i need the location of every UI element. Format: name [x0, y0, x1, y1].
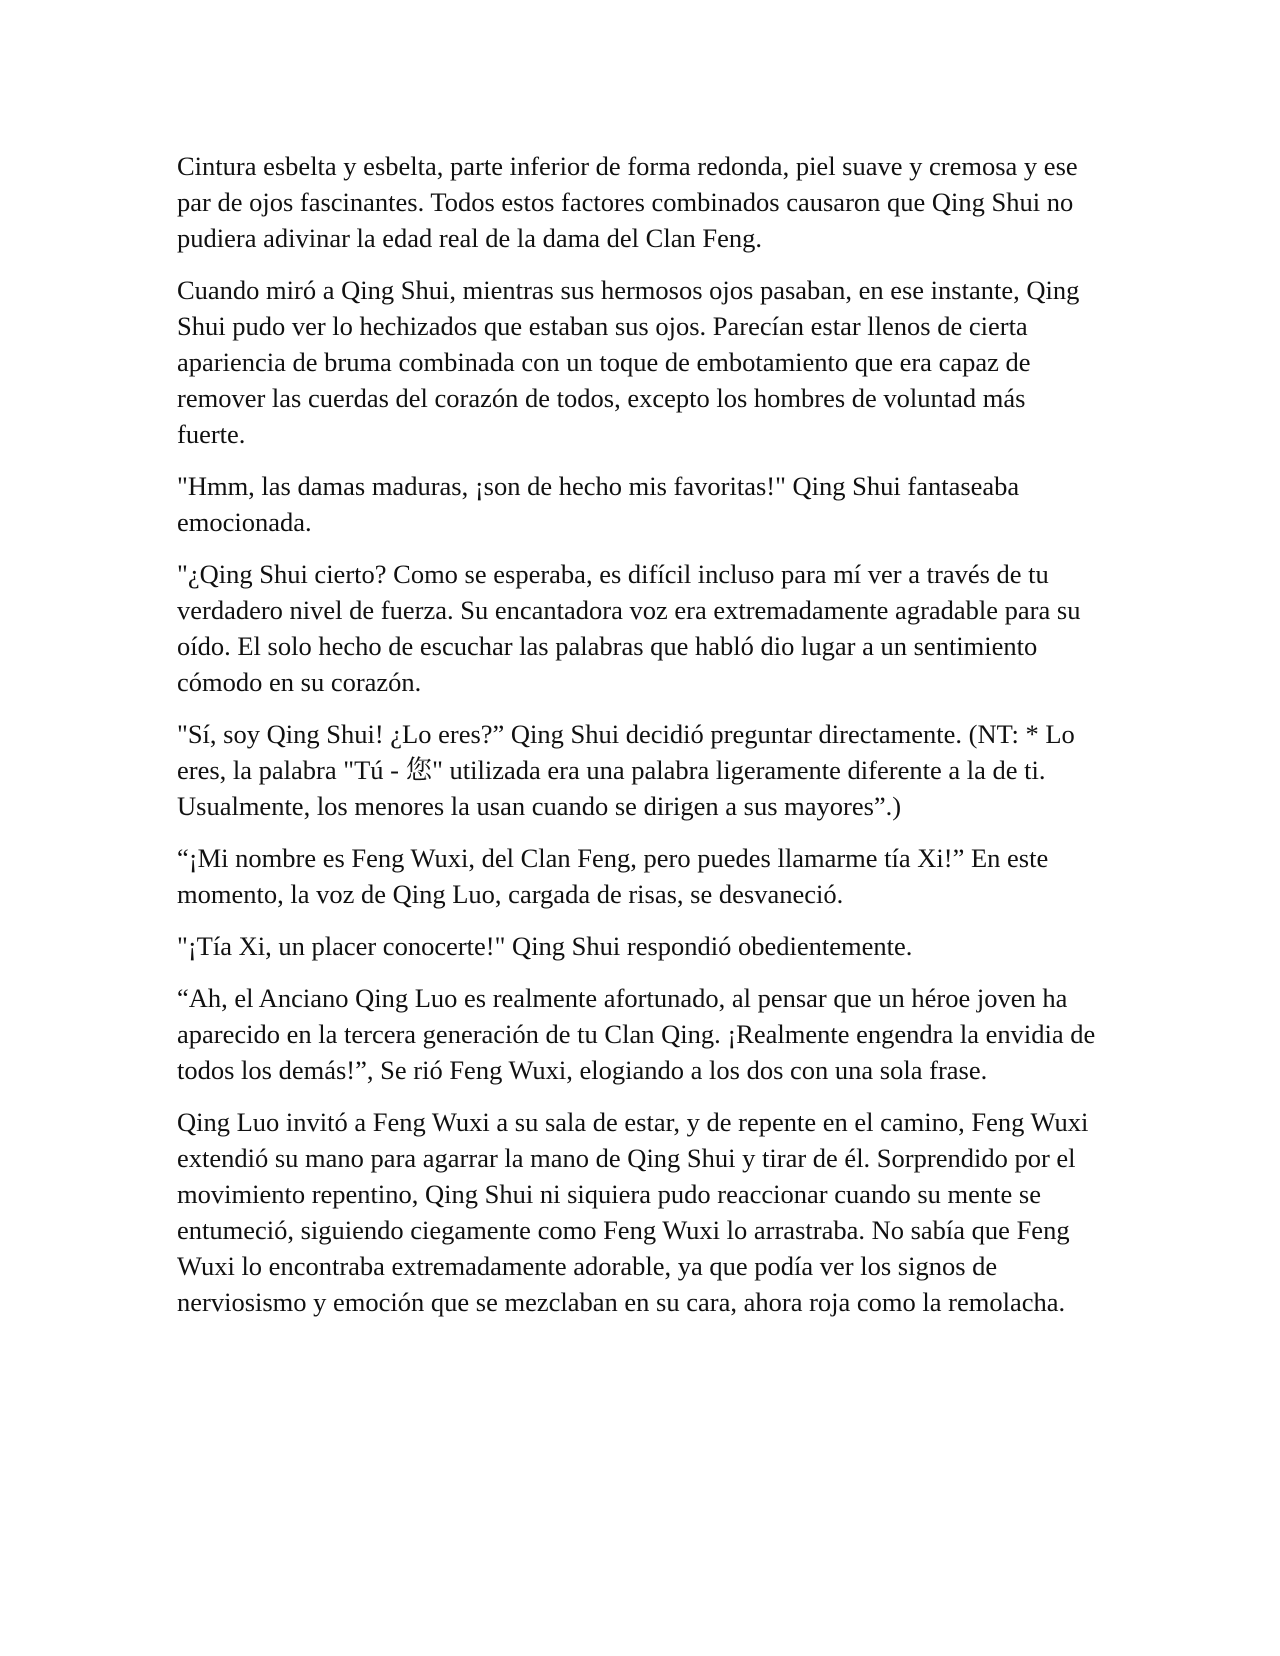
paragraph: "¿Qing Shui cierto? Como se esperaba, es difícil incluso para mí ver a través de tu verdadero nivel de fuerza. Su encantadora voz era extremadamente agradable para su oído. El solo hecho de escuchar las palabras que habló dio lugar a un sentimiento cómodo en su corazón. — [177, 559, 1081, 697]
paragraph: "Hmm, las damas maduras, ¡son de hecho mis favoritas!" Qing Shui fantaseaba emocionada. — [177, 471, 1020, 537]
paragraph: Qing Luo invitó a Feng Wuxi a su sala de estar, y de repente en el camino, Feng Wuxi extendió su mano para agarrar la mano de Qing Shui y tirar de él. Sorprendido por el movimiento repentino, Qing Shui ni siquiera pudo reaccionar cuando su mente se entumeció, siguiendo ciegamente como Feng Wuxi lo arrastraba. No sabía que Feng Wuxi lo encontraba extremadamente adorable, ya que podía ver los signos de nerviosismo y emoción que se mezclaban en su cara, ahora roja como la remolacha. — [177, 1107, 1089, 1317]
document-body — [177, 148, 1097, 1336]
paragraph: Cintura esbelta y esbelta, parte inferior de forma redonda, piel suave y cremosa y ese par de ojos fascinantes. Todos estos factores combinados causaron que Qing Shui no pudiera adivinar la edad real de la dama del Clan Feng. — [177, 151, 1078, 253]
paragraph: “Ah, el Anciano Qing Luo es realmente afortunado, al pensar que un héroe joven ha aparecido en la tercera generación de tu Clan Qing. ¡Realmente engendra la envidia de todos los demás!”, Se rió Feng Wuxi, elogiando a los dos con una sola frase. — [177, 983, 1096, 1085]
paragraph: "¡Tía Xi, un placer conocerte!" Qing Shui respondió obedientemente. — [177, 931, 913, 961]
paragraph: Cuando miró a Qing Shui, mientras sus hermosos ojos pasaban, en ese instante, Qing Shui pudo ver lo hechizados que estaban sus ojos. Parecían estar llenos de cierta apariencia de bruma combinada con un toque de embotamiento que era capaz de remover las cuerdas del corazón de todos, excepto los hombres de voluntad más fuerte. — [177, 275, 1080, 449]
paragraph: “¡Mi nombre es Feng Wuxi, del Clan Feng, pero puedes llamarme tía Xi!” En este momento, la voz de Qing Luo, cargada de risas, se desvaneció. — [177, 843, 1049, 909]
paragraph: "Sí, soy Qing Shui! ¿Lo eres?” Qing Shui decidió preguntar directamente. (NT: * Lo eres, la palabra "Tú - 您" utilizada era una palabra ligeramente diferente a la de ti. Usualmente, los menores la usan cuando se dirigen a sus mayores”.) — [177, 719, 1075, 821]
